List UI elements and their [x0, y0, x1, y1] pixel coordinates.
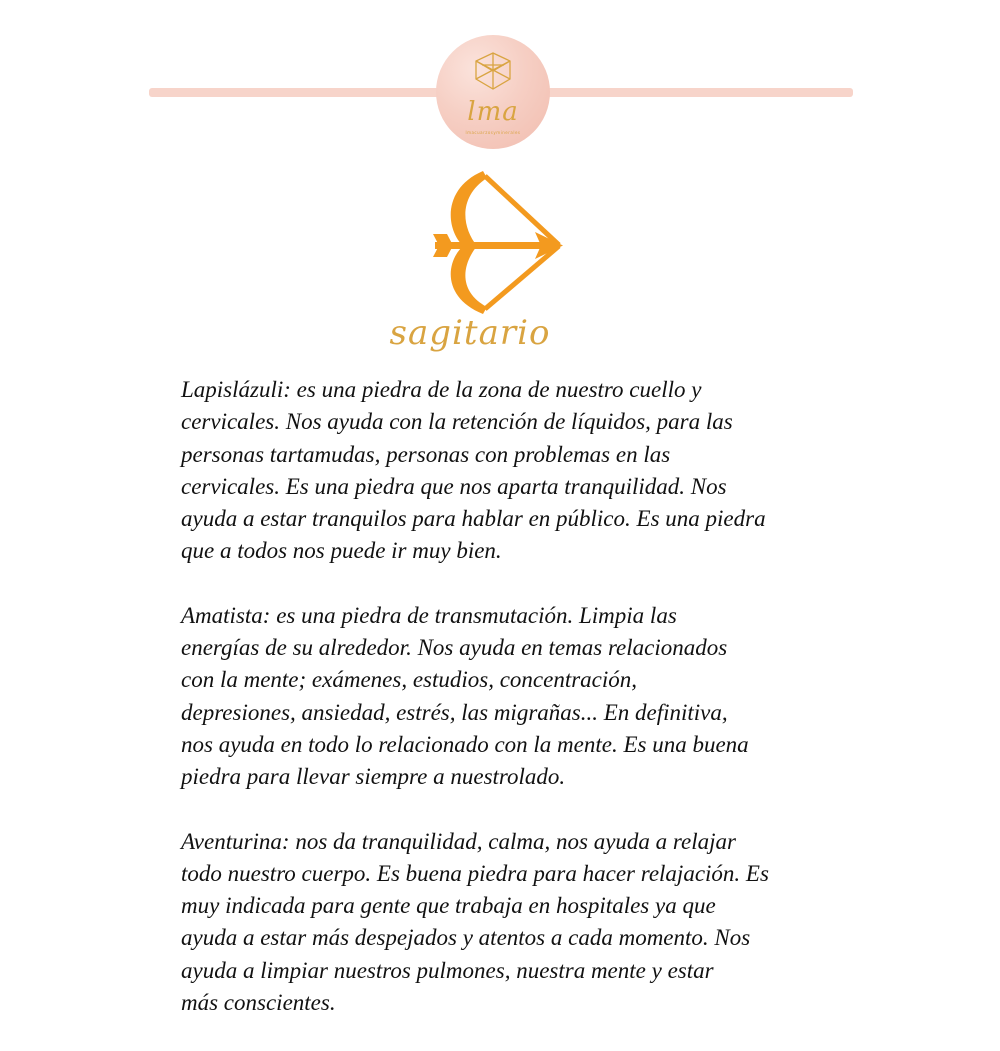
- text-line: personas tartamudas, personas con problemas en las: [181, 441, 671, 467]
- text-line: Lapislázuli: es una piedra de la zona de nuestro cuello y: [181, 377, 702, 402]
- brand-logo: [436, 35, 550, 149]
- logo-text: lma: [467, 97, 519, 127]
- text-line: ayuda a estar más despejados y atentos a cada momento. Nos: [181, 925, 751, 951]
- text-line: ayuda a estar tranquilos para hablar en público. Es una piedra: [181, 506, 766, 532]
- sign-name: sagitario: [389, 313, 551, 353]
- stone-descriptions: [181, 374, 813, 1051]
- paragraph-amatista: [181, 600, 813, 794]
- text-line: que a todos nos puede ir muy bien.: [181, 538, 502, 564]
- text-line: con la mente; exámenes, estudios, concentración,: [181, 667, 638, 693]
- text-line: cervicales. Es una piedra que nos aparta tranquilidad. Nos: [181, 473, 727, 499]
- text-line: todo nuestro cuerpo. Es buena piedra para hacer relajación. Es: [181, 860, 769, 886]
- text-line: muy indicada para gente que trabaja en hospitales ya que: [181, 893, 716, 919]
- text-line: piedra para llevar siempre a nuestrolado.: [181, 764, 566, 790]
- text-line: Aventurina: nos da tranquilidad, calma, nos ayuda a relajar: [181, 828, 736, 854]
- text-line: nos ayuda en todo lo relacionado con la mente. Es una buena: [181, 731, 749, 757]
- text-line: más conscientes.: [181, 990, 336, 1016]
- text-line: energías de su alrededor. Nos ayuda en temas relacionados: [181, 635, 728, 661]
- text-line: ayuda a limpiar nuestros pulmones, nuestra mente y estar: [181, 957, 714, 983]
- text-line: depresiones, ansiedad, estrés, las migrañas... En definitiva,: [181, 699, 728, 725]
- sagittarius-bow-arrow-icon: [425, 168, 570, 318]
- paragraph-lapislazuli: [181, 374, 813, 568]
- paragraph-aventurina: [181, 826, 813, 1020]
- logo-subtext: lmacuarzosyminerales: [465, 130, 521, 135]
- text-line: Amatista: es una piedra de transmutación. Limpia las: [181, 602, 677, 628]
- text-line: cervicales. Nos ayuda con la retención de líquidos, para las: [181, 409, 733, 435]
